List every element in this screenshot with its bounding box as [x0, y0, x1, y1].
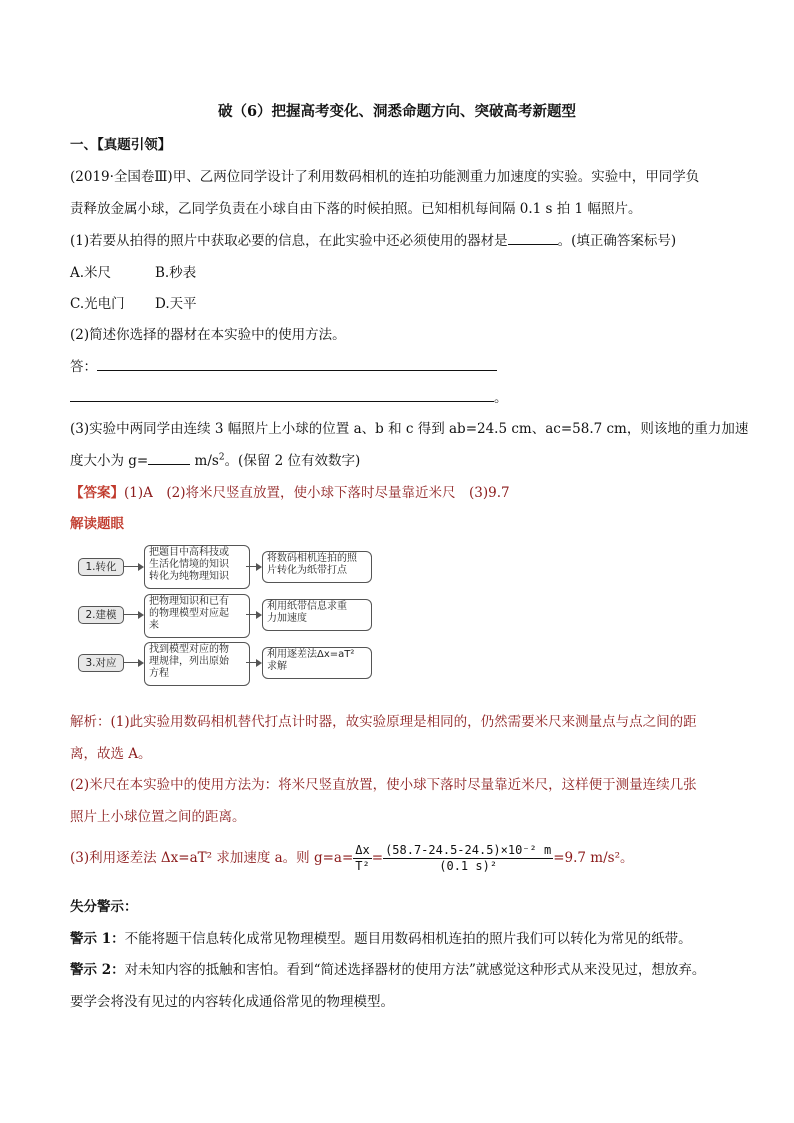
- step-1-line: 生活化情境的知识: [149, 559, 229, 570]
- question-intro-line2: 责释放金属小球，乙同学负责在小球自由下落的时候拍照。已知相机每间隔 0.1 s 拍 1 幅照片。: [70, 201, 642, 217]
- question-2: (2)简述你选择的器材在本实验中的使用方法。: [70, 327, 346, 343]
- result-3-line: 利用逐差法Δx=aT²: [267, 649, 355, 660]
- option-b: B.秒表: [155, 265, 197, 281]
- diagram-step-2: [144, 594, 250, 638]
- unit: m/s: [194, 453, 219, 469]
- diagram-label-3: 3.对应: [78, 654, 124, 672]
- option-c: C.光电门: [70, 296, 125, 312]
- question-3-suffix: 。(保留 2 位有效数字): [224, 453, 361, 469]
- step-3-line: 理规律，列出原始: [149, 656, 229, 667]
- answer-label: 答：: [70, 359, 97, 375]
- question-3-prefix: 度大小为 g=: [70, 453, 149, 469]
- step-1-line: 转化为纯物理知识: [149, 571, 229, 582]
- result-3-line: 求解: [267, 661, 287, 672]
- warning-2-line2: 要学会将没有见过的内容转化成通俗常见的物理模型。: [70, 994, 394, 1010]
- diagram-result-1: [262, 551, 372, 583]
- analysis-1-line2: 离，故选 A。: [70, 746, 152, 762]
- step-2-line: 把物理知识和已有: [149, 596, 229, 607]
- step-3-line: 找到模型对应的物: [149, 644, 229, 655]
- answer-line-1: [70, 355, 497, 375]
- warnings-title: 失分警示：: [70, 899, 138, 915]
- blank-2a: [97, 358, 497, 371]
- analysis-2-line1: (2)米尺在本实验中的使用方法为：将米尺竖直放置，使小球下落时尽量靠近米尺，这样便于测量连续几张: [70, 777, 697, 793]
- diagram-step-1: [144, 545, 250, 589]
- diagram-result-2: [262, 599, 372, 631]
- arrow-icon: [124, 614, 142, 615]
- question-intro-line1: (2019·全国卷Ⅲ)甲、乙两位同学设计了利用数码相机的连拍功能测重力加速度的实验。实验中，甲同学负: [70, 169, 700, 185]
- arrow-icon: [246, 614, 260, 615]
- fraction-numerator: (58.7-24.5-24.5)×10⁻² m: [385, 843, 552, 857]
- step-2-line: 来: [149, 620, 159, 631]
- fraction-values: [383, 843, 553, 874]
- fraction-numerator: Δx: [355, 843, 370, 857]
- blank-2b: [70, 389, 494, 402]
- analysis-3-result: =9.7 m/s²。: [553, 850, 634, 866]
- diagram-result-3: [262, 647, 372, 679]
- analysis-2-line2: 照片上小球位置之间的距离。: [70, 809, 246, 825]
- answer-block: [70, 481, 510, 501]
- option-a: A.米尺: [70, 265, 112, 281]
- answer-tag: 【答案】: [70, 485, 124, 501]
- analysis-3-prefix: (3)利用逐差法 Δx=aT² 求加速度 a。则 g=a=: [70, 850, 354, 866]
- warning-2-text: 对未知内容的抵触和害怕。看到“简述选择器材的使用方法”就感觉这种形式从来没见过，想放弃。: [124, 962, 706, 978]
- step-1-line: 把题目中高科技或: [149, 547, 229, 558]
- arrow-icon: [246, 566, 260, 567]
- arrow-icon: [124, 662, 142, 663]
- interpret-title: 解读题眼: [70, 516, 124, 532]
- arrow-icon: [246, 662, 260, 663]
- blank-1: [508, 232, 558, 245]
- page-title: 破（6）把握高考变化、洞悉命题方向、突破高考新题型: [217, 103, 577, 120]
- analysis-1-line1: 解析：(1)此实验用数码相机替代打点计时器，故实验原理是相同的，仍然需要米尺来测量点与点之间的距: [70, 714, 697, 730]
- fraction-denominator: T²: [355, 859, 370, 873]
- diagram-label-2: 2.建模: [78, 606, 124, 624]
- warning-1-text: 不能将题干信息转化成常见物理模型。题目用数码相机连拍的照片我们可以转化为常见的纸带。: [124, 931, 692, 947]
- analysis-3: [70, 838, 634, 878]
- result-1-line: 片转化为纸带打点: [267, 565, 347, 576]
- fraction-dx-t2: [353, 843, 371, 874]
- method-diagram: [78, 545, 378, 690]
- warning-2-tag: 警示 2：: [70, 962, 125, 978]
- answer-line-2: [70, 386, 508, 406]
- result-2-line: 力加速度: [267, 613, 307, 624]
- diagram-step-3: [144, 642, 250, 686]
- question-1: [70, 229, 676, 249]
- arrow-icon: [124, 566, 142, 567]
- answer-text: (1)A (2)将米尺竖直放置，使小球下落时尽量靠近米尺 (3)9.7: [124, 485, 510, 501]
- section-heading: 一、【真题引领】: [70, 137, 172, 153]
- warning-1: [70, 927, 692, 947]
- blank-3: [148, 452, 190, 465]
- result-1-line: 将数码相机连拍的照: [267, 553, 357, 564]
- line-2-end: 。: [494, 390, 508, 406]
- step-3-line: 方程: [149, 668, 169, 679]
- result-2-line: 利用纸带信息求重: [267, 601, 347, 612]
- fraction-denominator: (0.1 s)²: [439, 859, 498, 873]
- question-3-line2: [70, 449, 360, 469]
- warning-2: [70, 958, 705, 978]
- diagram-label-1: 1.转化: [78, 558, 124, 576]
- question-3-line1: (3)实验中两同学由连续 3 幅照片上小球的位置 a、b 和 c 得到 ab=24.5 cm、ac=58.7 cm，则该地的重力加速: [70, 421, 749, 437]
- equals-sign: =: [371, 850, 384, 866]
- question-1-text: (1)若要从拍得的照片中获取必要的信息，在此实验中还必须使用的器材是: [70, 233, 508, 249]
- option-d: D.天平: [155, 296, 197, 312]
- unit-exponent: 2: [218, 452, 225, 463]
- step-2-line: 的物理模型对应起: [149, 608, 229, 619]
- warning-1-tag: 警示 1：: [70, 931, 125, 947]
- question-1-suffix: 。(填正确答案标号): [557, 233, 677, 249]
